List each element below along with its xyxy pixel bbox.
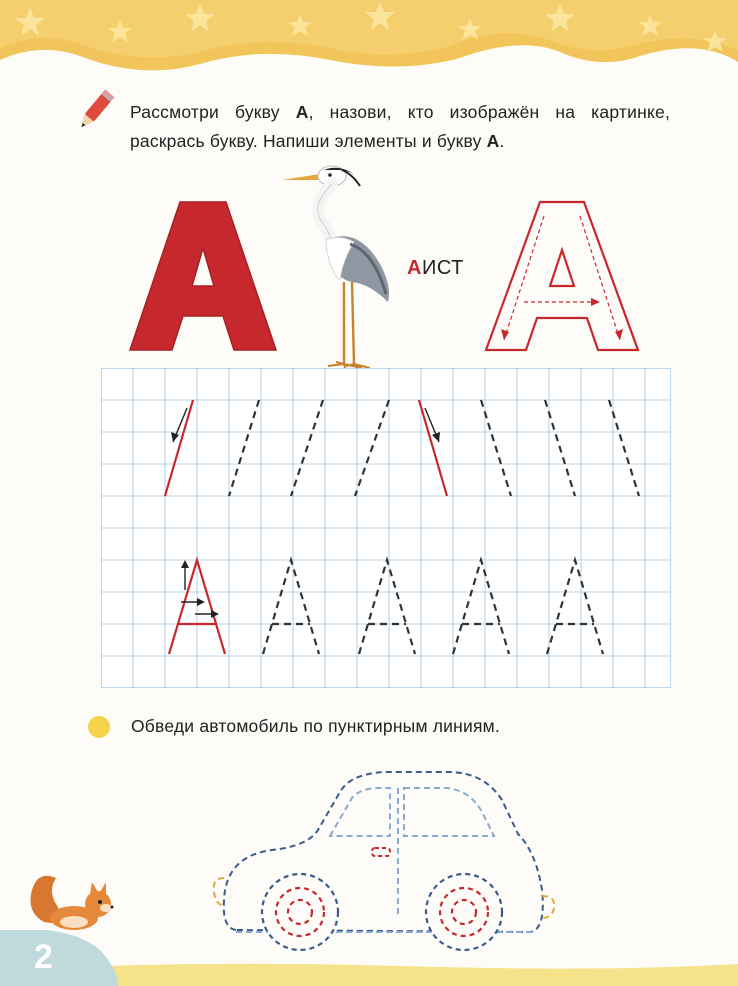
heron-illustration <box>280 160 400 380</box>
page-number: 2 <box>34 938 53 976</box>
yellow-bullet-icon <box>88 716 110 738</box>
header-star-band <box>0 0 738 90</box>
pencil-icon <box>74 86 116 136</box>
writing-grid <box>101 368 671 688</box>
task1-instruction: Рассмотри букву А, назови, кто изображён на картинке, раскрась букву. Напиши элементы и букву А. <box>130 102 671 151</box>
footer-band <box>0 930 738 986</box>
task2-instruction: Обведи автомобиль по пунктирным линиям. <box>131 716 500 736</box>
word-stork: АИСТ <box>407 257 464 279</box>
big-letter-a <box>128 198 278 354</box>
outline-letter-a <box>484 198 640 354</box>
squirrel-illustration <box>24 864 124 934</box>
